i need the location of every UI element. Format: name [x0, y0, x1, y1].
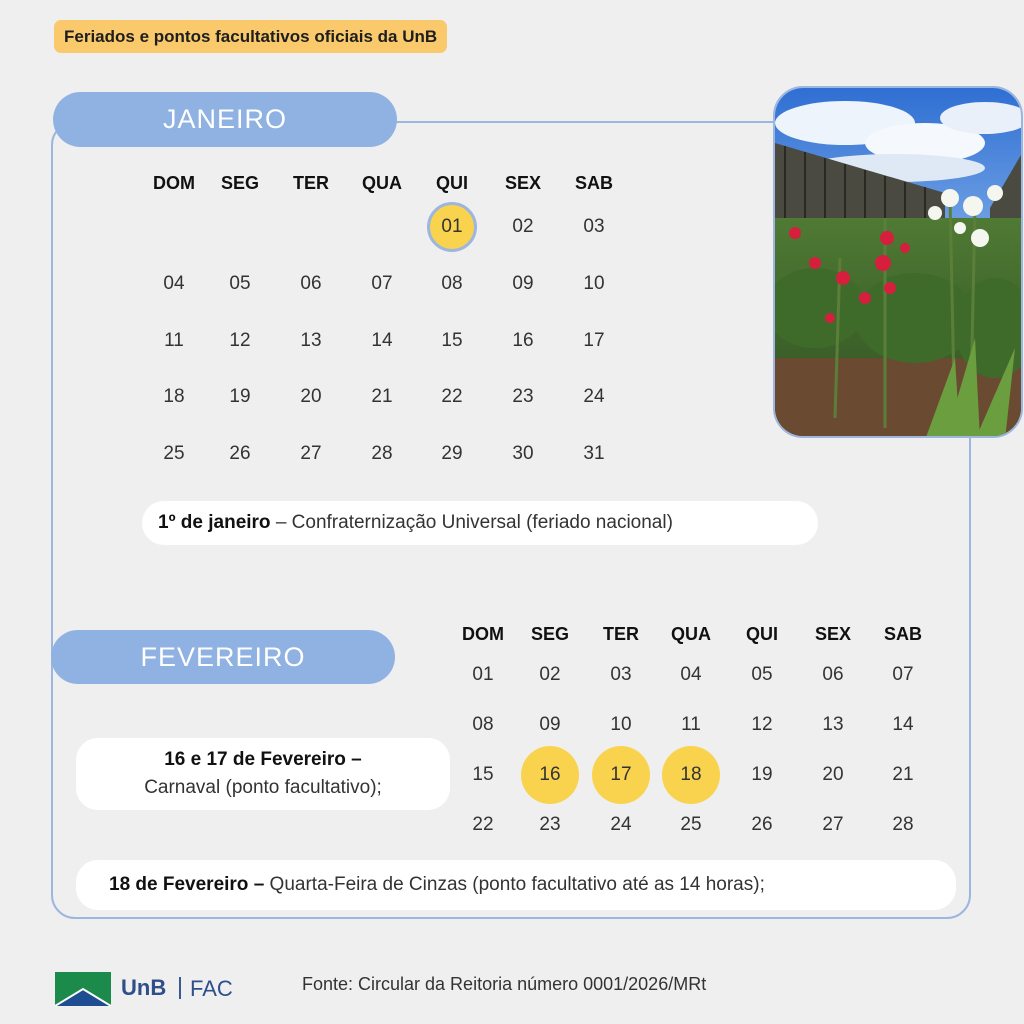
page-title: Feriados e pontos facultativos oficiais da UnB [54, 20, 447, 53]
calendar-day: 11 [681, 714, 701, 735]
calendar-day: 20 [300, 386, 322, 407]
calendar-day: 29 [441, 443, 463, 464]
calendar-day: 18 [163, 386, 185, 407]
calendar-day: 07 [371, 273, 393, 294]
calendar-day: 06 [300, 273, 322, 294]
weekday-header-qua: QUA [671, 624, 711, 644]
weekday-header-dom: DOM [153, 173, 195, 193]
logo-separator: | [177, 973, 183, 999]
weekday-header-sex: SEX [504, 173, 542, 193]
calendar-day: 27 [822, 814, 844, 835]
calendar-day: 09 [512, 273, 534, 294]
calendar-day: 26 [229, 443, 251, 464]
weekday-header-seg: SEG [220, 173, 259, 193]
weekday-header-qui: QUI [745, 624, 778, 644]
calendar-day: 27 [300, 443, 322, 464]
holiday-day: 17 [592, 746, 650, 804]
carnaval-note: 16 e 17 de Fevereiro – Carnaval (ponto facultativo); [76, 738, 450, 810]
calendar-day: 20 [822, 764, 844, 785]
calendar-day: 14 [371, 330, 393, 351]
calendar-day: 25 [163, 443, 185, 464]
calendar-day: 17 [583, 330, 605, 351]
garden-photo-image [775, 88, 1023, 438]
unb-flag-icon [55, 972, 111, 1006]
calendar-day: 19 [751, 764, 773, 785]
calendar-day: 01 [472, 664, 494, 685]
logo-fac-text: FAC [190, 976, 233, 1001]
month-title-january: JANEIRO [53, 92, 397, 147]
ash-wednesday-note: 18 de Fevereiro – Quarta-Feira de Cinzas (ponto facultativo até as 14 horas); [76, 860, 956, 910]
calendar-day: 03 [583, 216, 605, 237]
calendar-day: 10 [583, 273, 605, 294]
weekday-header-seg: SEG [530, 624, 569, 644]
logo-unb-text: UnB [121, 975, 167, 1000]
calendar-day: 23 [539, 814, 561, 835]
source-citation: Fonte: Circular da Reitoria número 0001/2026/MRt [302, 974, 707, 994]
calendar-day: 31 [583, 443, 605, 464]
calendar-day: 04 [163, 273, 185, 294]
calendar-day: 05 [751, 664, 773, 685]
weekday-header-sab: SAB [883, 624, 922, 644]
weekday-header-sex: SEX [814, 624, 852, 644]
calendar-day: 08 [472, 714, 494, 735]
weekday-header-ter: TER [293, 173, 329, 193]
calendar-day: 11 [164, 330, 184, 351]
calendar-day: 28 [371, 443, 393, 464]
garden-photo [773, 86, 1023, 438]
calendar-day: 30 [512, 443, 534, 464]
calendar-day: 04 [680, 664, 702, 685]
calendar-day: 06 [822, 664, 844, 685]
calendar-day: 09 [539, 714, 561, 735]
calendar-day: 07 [892, 664, 914, 685]
calendar-day: 19 [229, 386, 251, 407]
calendar-day: 21 [371, 386, 393, 407]
calendar-day: 22 [472, 814, 494, 835]
calendar-day: 15 [441, 330, 463, 351]
weekday-header-dom: DOM [462, 624, 504, 644]
calendar-day: 24 [610, 814, 632, 835]
weekday-header-qui: QUI [435, 173, 468, 193]
month-title-february: FEVEREIRO [51, 630, 395, 684]
holiday-day: 18 [662, 746, 720, 804]
calendar-day: 22 [441, 386, 463, 407]
calendar-day: 25 [680, 814, 702, 835]
calendar-day: 02 [512, 216, 534, 237]
calendar-day: 26 [751, 814, 773, 835]
calendar-day: 03 [610, 664, 632, 685]
calendar-day: 10 [610, 714, 632, 735]
calendar-day: 16 [512, 330, 534, 351]
calendar-day: 13 [822, 714, 844, 735]
calendar-day: 02 [539, 664, 561, 685]
calendar-day: 12 [229, 330, 251, 351]
weekday-header-ter: TER [603, 624, 639, 644]
calendar-day: 12 [751, 714, 773, 735]
january-holiday-note: 1º de janeiro – Confraternização Universal (feriado nacional) [142, 501, 818, 545]
holiday-day: 16 [521, 746, 579, 804]
calendar-day: 15 [472, 764, 494, 785]
weekday-header-sab: SAB [574, 173, 613, 193]
holiday-day: 01 [427, 202, 477, 252]
calendar-day: 23 [512, 386, 534, 407]
calendar-day: 14 [892, 714, 914, 735]
calendar-day: 21 [892, 764, 914, 785]
calendar-day: 13 [300, 330, 322, 351]
calendar-day: 08 [441, 273, 463, 294]
calendar-day: 05 [229, 273, 251, 294]
calendar-day: 24 [583, 386, 605, 407]
calendar-day: 28 [892, 814, 914, 835]
weekday-header-qua: QUA [362, 173, 402, 193]
